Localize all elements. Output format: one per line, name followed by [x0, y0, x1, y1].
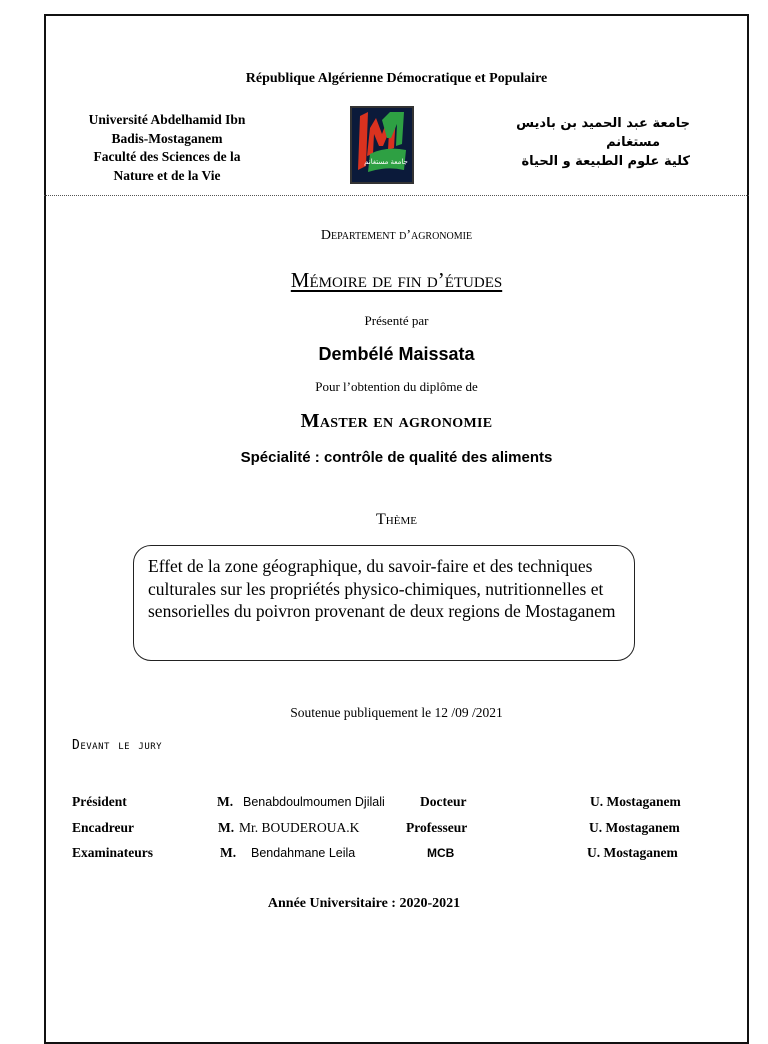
- university-name-fr: [72, 111, 262, 185]
- jury-name: Mr. BOUDEROUA.K: [239, 820, 360, 835]
- jury-role: Président: [72, 794, 127, 809]
- jury-civility: M.: [220, 845, 237, 860]
- jury-grade: MCB: [427, 846, 455, 860]
- jury-civility: M.: [217, 794, 234, 809]
- jury-grade: Professeur: [406, 820, 468, 835]
- university-fr-line: Badis-Mostaganem: [111, 130, 223, 146]
- jury-university: U. Mostaganem: [590, 794, 681, 809]
- academic-year: Année Universitaire : 2020-2021: [267, 896, 461, 911]
- defense-date: Soutenue publiquement le 12 /09 /2021: [290, 705, 503, 720]
- header-divider: [44, 195, 749, 196]
- jury-university: U. Mostaganem: [587, 845, 678, 860]
- jury-heading: Devant le jury: [72, 738, 163, 753]
- republic-heading: République Algérienne Démocratique et Populaire: [245, 71, 548, 86]
- jury-name: Benabdoulmoumen Djilali: [243, 795, 385, 809]
- theme-box: [133, 545, 635, 661]
- theme-label: Thème: [376, 511, 417, 528]
- jury-name: Bendahmane Leila: [251, 846, 356, 860]
- jury-role: Examinateurs: [72, 845, 153, 860]
- author-name: Dembélé Maissata: [318, 344, 475, 364]
- jury-university: U. Mostaganem: [589, 820, 680, 835]
- university-name-ar: [500, 114, 690, 171]
- jury-role: Encadreur: [72, 820, 135, 835]
- specialite-line: Spécialité : contrôle de qualité des aliments: [240, 449, 553, 466]
- logo-caption: جامعة مستغانم: [364, 158, 408, 166]
- university-fr-line: Université Abdelhamid Ibn: [88, 112, 246, 127]
- university-fr-line: Faculté des Sciences de la: [93, 149, 241, 164]
- university-ar-line: كلية علوم الطبيعة و الحياة: [521, 154, 690, 169]
- degree-title: Master en agronomie: [300, 410, 493, 432]
- theme-text: Effet de la zone géographique, du savoir-faire et des techniques culturales sur les propriétés physico-chimiques, nutritionnelles et sensorielles du poivron provenant de deux regions de Mostaganem: [148, 556, 616, 621]
- logo-graphic: [352, 108, 412, 182]
- presented-by-label: Présenté par: [364, 313, 429, 328]
- jury-row-examinateurs: [0, 845, 768, 865]
- university-ar-line: مستغانم: [606, 135, 660, 150]
- memoire-title: Mémoire de fin d’études: [290, 268, 503, 292]
- jury-grade: Docteur: [420, 794, 467, 809]
- jury-civility: M.: [218, 820, 235, 835]
- jury-row-president: [0, 794, 768, 814]
- university-fr-line: Nature et de la Vie: [113, 167, 221, 183]
- university-ar-line: جامعة عبد الحميد بن باديس: [516, 116, 690, 131]
- department-heading: Departement d’agronomie: [320, 228, 473, 243]
- obtention-label: Pour l’obtention du diplôme de: [315, 379, 478, 394]
- jury-row-encadreur: [0, 820, 768, 840]
- university-logo: [350, 106, 414, 184]
